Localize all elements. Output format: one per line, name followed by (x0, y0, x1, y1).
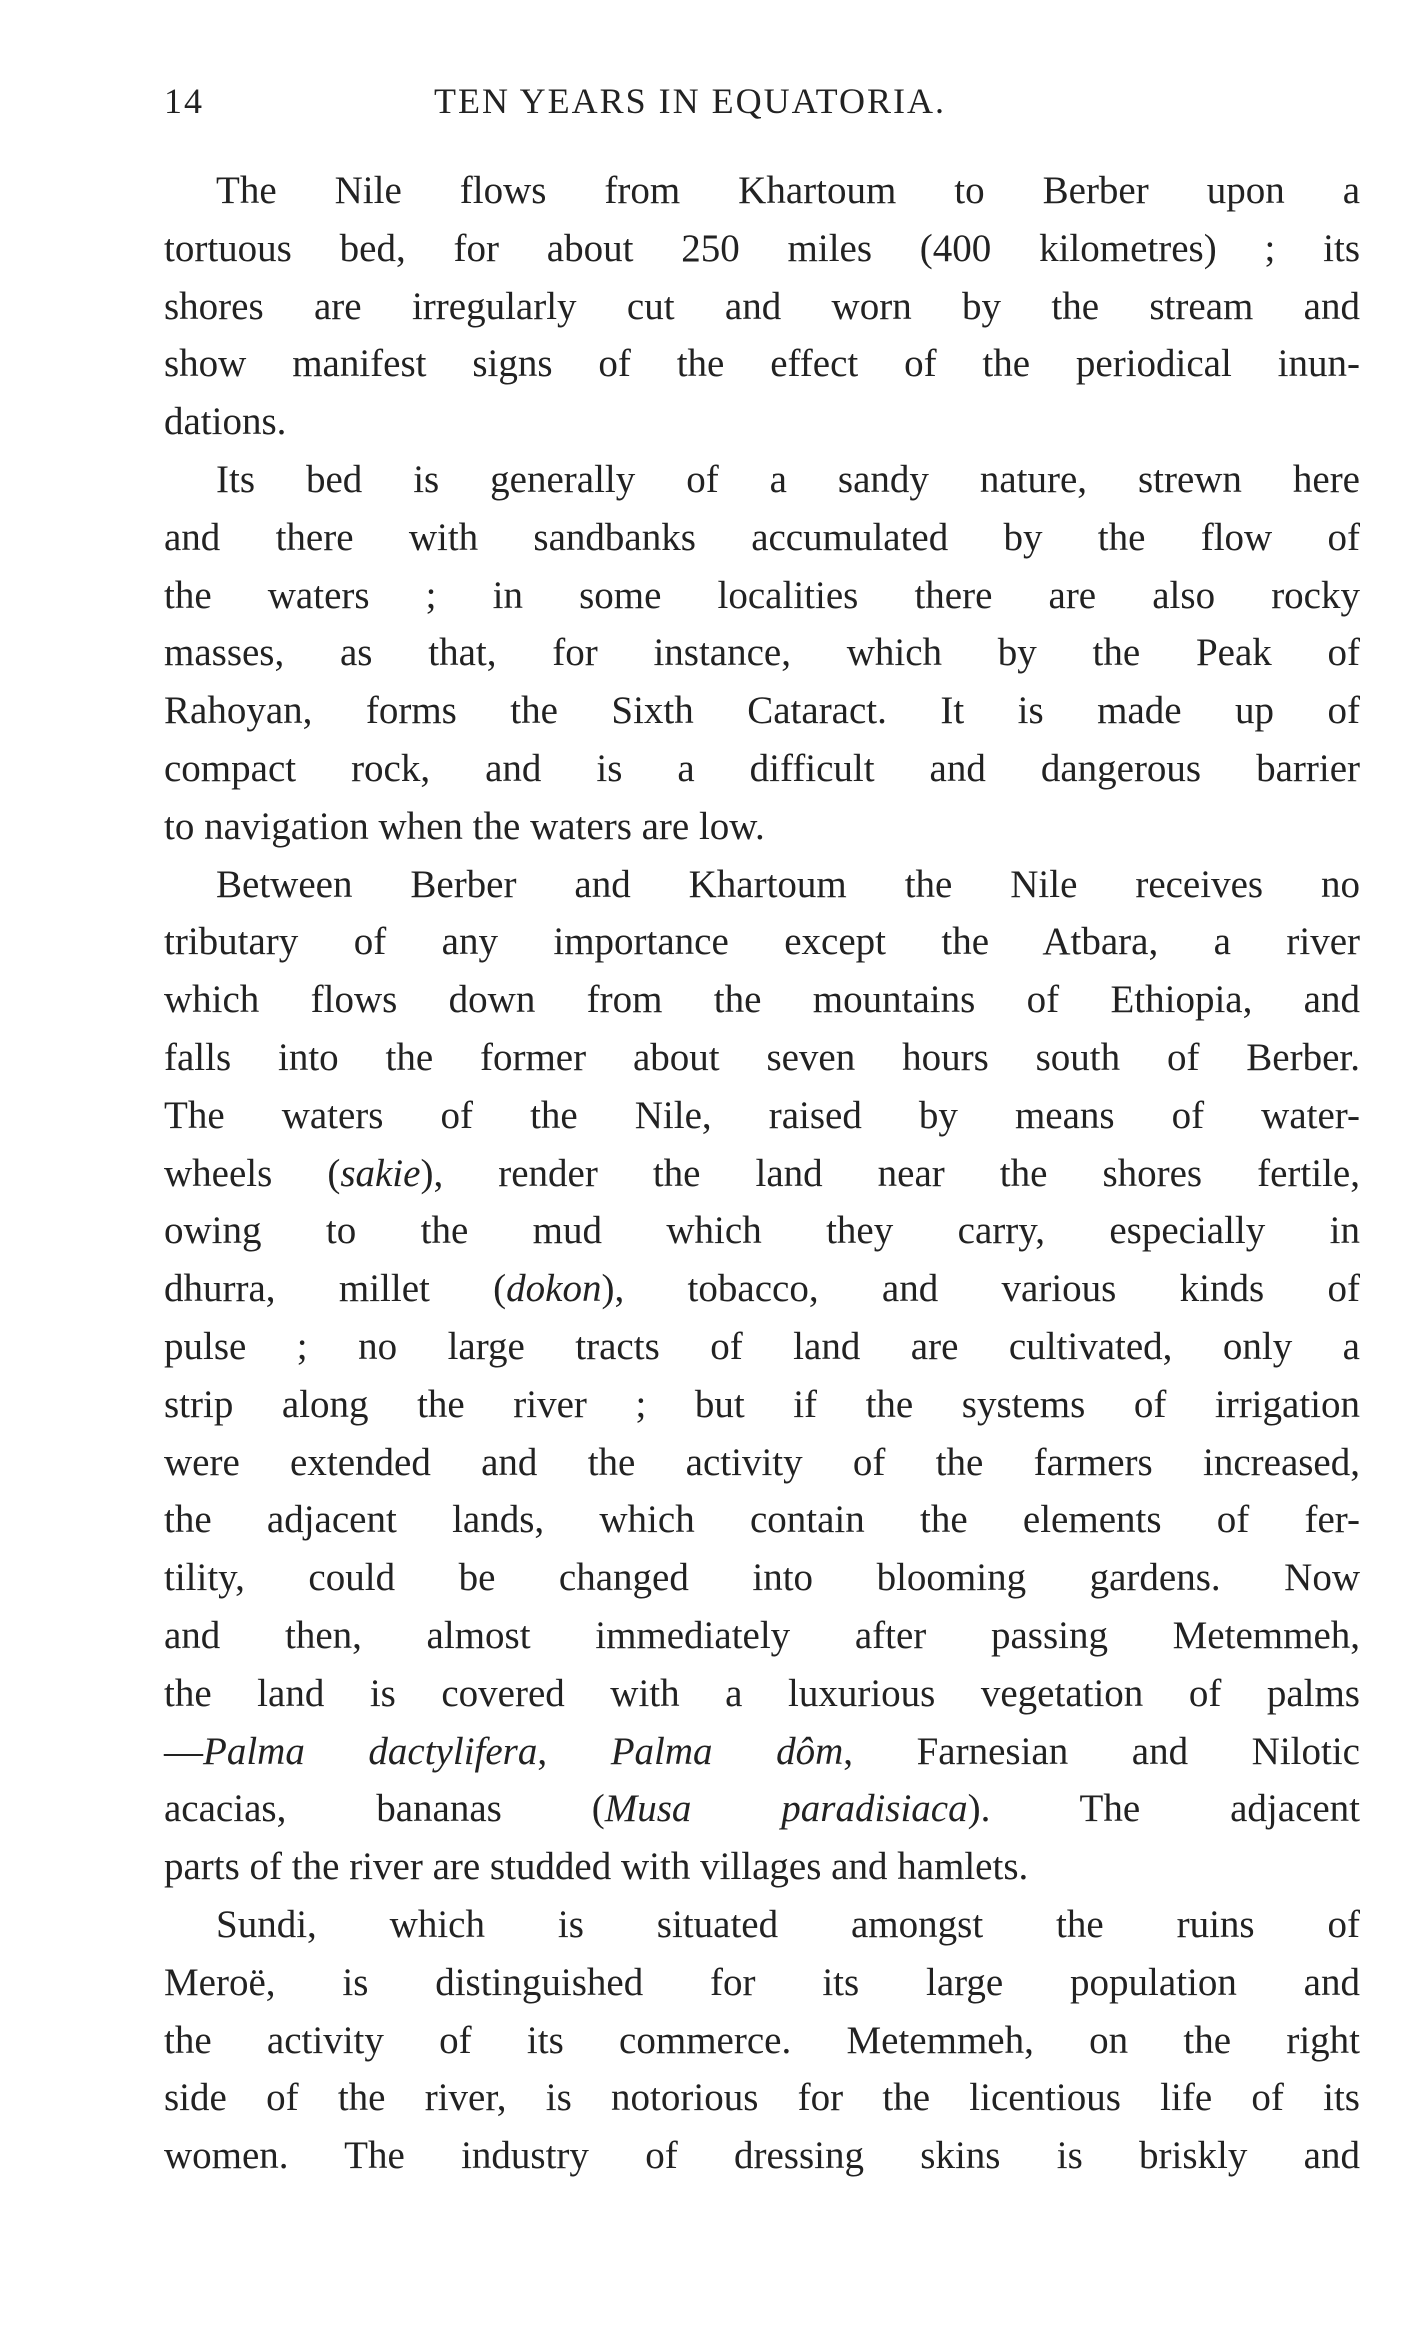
text-line: dhurra, millet (dokon), tobacco, and various kinds of (164, 1267, 1360, 1311)
text-line: owing to the mud which they carry, especially in (164, 1209, 1360, 1253)
text-line: Sundi, which is situated amongst the ruins of (216, 1902, 1360, 1946)
text-line: acacias, bananas (Musa paradisiaca). The adjacent (164, 1787, 1361, 1831)
page-header (164, 70, 1074, 126)
text-line: tortuous bed, for about 250 miles (400 kilometres) ; its (164, 226, 1360, 270)
text-line: and there with sandbanks accumulated by the flow of (164, 515, 1360, 559)
text-line: women. The industry of dressing skins is briskly and (164, 2134, 1360, 2178)
italic-term: Palma dactylifera (203, 1729, 538, 1773)
text-line: strip along the river ; but if the systems of irrigation (164, 1382, 1360, 1426)
text-line: show manifest signs of the effect of the periodical inun- (164, 342, 1360, 386)
page-number: 14 (164, 81, 204, 121)
text-line: and then, almost immediately after passing Metemmeh, (164, 1613, 1360, 1657)
text-line: The waters of the Nile, raised by means of water- (164, 1093, 1360, 1137)
italic-term: Palma dôm (610, 1729, 844, 1773)
text-line: the adjacent lands, which contain the elements of fer- (164, 1498, 1360, 1542)
text-line: the land is covered with a luxurious vegetation of palms (164, 1671, 1360, 1715)
text-line: Meroë, is distinguished for its large population and (164, 1960, 1360, 2004)
italic-term: sakie (340, 1151, 421, 1195)
text-line: Between Berber and Khartoum the Nile receives no (216, 862, 1360, 906)
text-line: pulse ; no large tracts of land are cultivated, only a (164, 1324, 1360, 1368)
text-line: falls into the former about seven hours south of Berber. (164, 1035, 1360, 1079)
text-line: dations. (164, 400, 287, 444)
text-line: tributary of any importance except the Atbara, a river (164, 920, 1360, 964)
text-line: side of the river, is notorious for the licentious life of its (164, 2076, 1360, 2120)
text-line: wheels (sakie), render the land near the shores fertile, (164, 1151, 1360, 1195)
text-line: to navigation when the waters are low. (164, 804, 765, 848)
italic-term: Musa paradisiaca (604, 1787, 968, 1831)
body-text (164, 162, 1360, 2185)
text-line: tility, could be changed into blooming gardens. Now (164, 1556, 1360, 1600)
text-line: —Palma dactylifera, Palma dôm, Farnesian and Nilotic (164, 1729, 1360, 1773)
text-line: shores are irregularly cut and worn by the stream and (164, 284, 1360, 328)
text-line: The Nile flows from Khartoum to Berber upon a (216, 169, 1360, 212)
text-line: compact rock, and is a difficult and dangerous barrier (164, 746, 1360, 790)
text-line: the activity of its commerce. Metemmeh, on the right (164, 2018, 1360, 2062)
text-line: Its bed is generally of a sandy nature, strewn here (216, 457, 1360, 501)
text-line: were extended and the activity of the farmers increased, (164, 1440, 1360, 1484)
text-line: parts of the river are studded with villages and hamlets. (164, 1845, 1029, 1889)
running-title: TEN YEARS IN EQUATORIA. (434, 81, 946, 121)
italic-term: dokon (506, 1267, 602, 1311)
text-line: the waters ; in some localities there are also rocky (164, 573, 1360, 617)
text-line: masses, as that, for instance, which by the Peak of (164, 631, 1360, 675)
text-line: Rahoyan, forms the Sixth Cataract. It is made up of (164, 689, 1360, 733)
text-line: which flows down from the mountains of Ethiopia, and (164, 978, 1360, 1022)
